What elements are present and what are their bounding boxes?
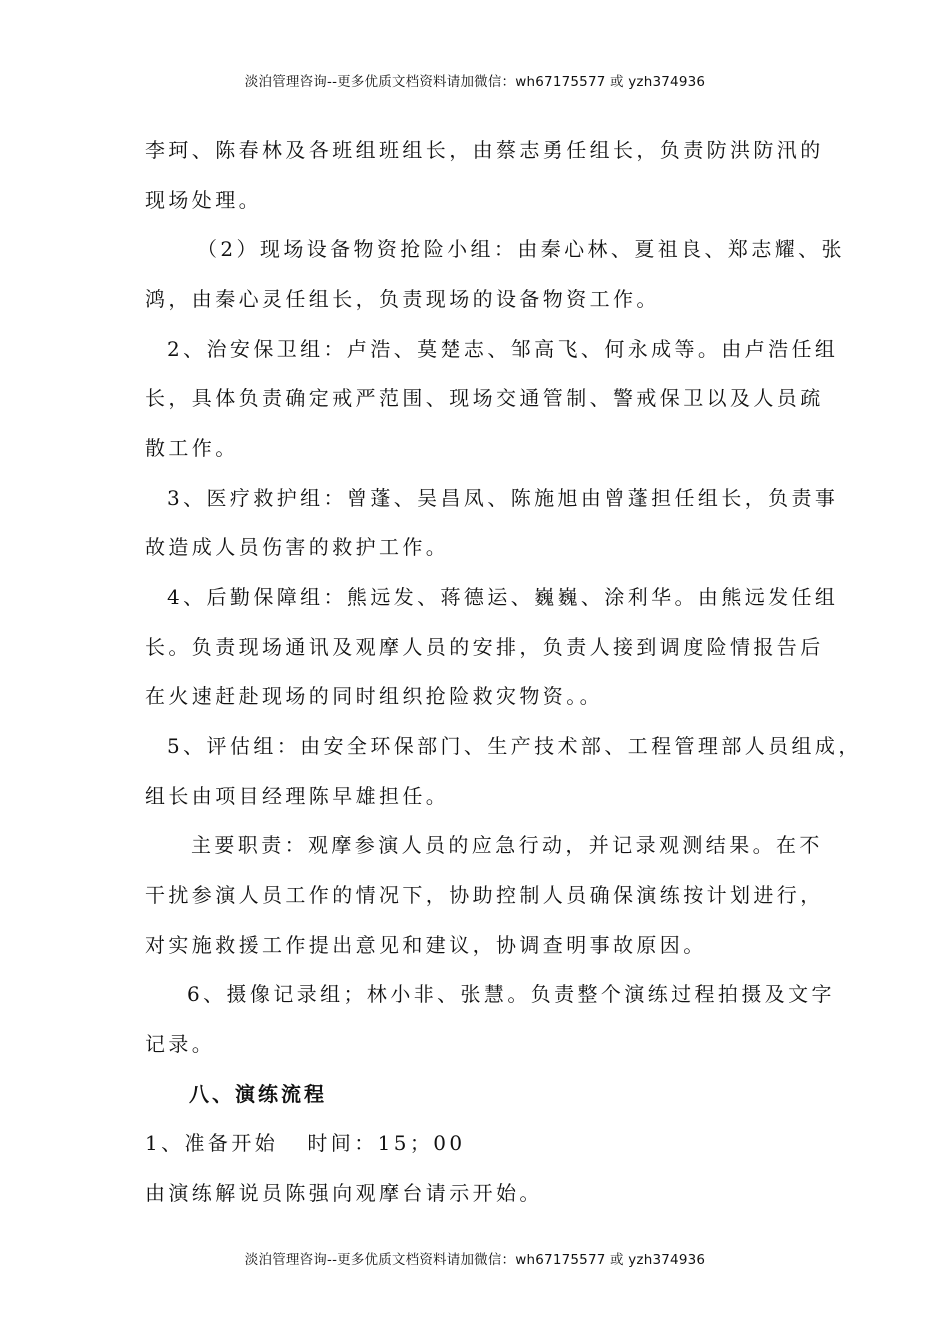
paragraph-line: 故造成人员伤害的救护工作。: [145, 535, 450, 559]
paragraph-line: 长。负责现场通讯及观摩人员的安排，负责人接到调度险情报告后: [145, 635, 824, 659]
paragraph-line: 现场处理。: [145, 188, 262, 212]
paragraph-line: 在火速赶赴现场的同时组织抢险救灾物资。。: [145, 684, 603, 708]
page-header: 淡泊管理咨询--更多优质文档资料请加微信：wh67175577 或 yzh374936: [244, 74, 706, 90]
paragraph-line: 组长由项目经理陈早雄担任。: [145, 784, 450, 808]
paragraph-line: 散工作。: [145, 436, 239, 460]
paragraph-line: （2）现场设备物资抢险小组：由秦心林、夏祖良、郑志耀、张: [197, 237, 845, 261]
paragraph-line: 主要职责：观摩参演人员的应急行动，并记录观测结果。在不: [191, 833, 823, 857]
paragraph-line: 对实施救援工作提出意见和建议，协调查明事故原因。: [145, 933, 707, 957]
paragraph-line: 4、后勤保障组：熊远发、蒋德运、巍巍、涂利华。由熊远发任组: [167, 585, 839, 609]
section-heading: 八、演练流程: [189, 1082, 327, 1106]
paragraph-line: 6、摄像记录组；林小非、张慧。负责整个演练过程拍摄及文字: [187, 982, 835, 1006]
paragraph-line: 由演练解说员陈强向观摩台请示开始。: [145, 1181, 543, 1205]
paragraph-line: 5、评估组：由安全环保部门、生产技术部、工程管理部人员组成，: [167, 734, 862, 758]
paragraph-line: 2、治安保卫组：卢浩、莫楚志、邹高飞、何永成等。由卢浩任组: [167, 337, 839, 361]
page-footer: 淡泊管理咨询--更多优质文档资料请加微信：wh67175577 或 yzh374936: [244, 1252, 706, 1268]
paragraph-line: 干扰参演人员工作的情况下，协助控制人员确保演练按计划进行，: [145, 883, 824, 907]
paragraph-line: 1、准备开始 时间：15；00: [145, 1131, 466, 1155]
paragraph-line: 记录。: [145, 1032, 216, 1056]
paragraph-line: 鸿，由秦心灵任组长，负责现场的设备物资工作。: [145, 287, 660, 311]
paragraph-line: 3、医疗救护组：曾蓬、吴昌凤、陈施旭由曾蓬担任组长，负责事: [167, 486, 839, 510]
paragraph-line: 长，具体负责确定戒严范围、现场交通管制、警戒保卫以及人员疏: [145, 386, 824, 410]
paragraph-line: 李珂、陈春林及各班组班组长，由蔡志勇任组长，负责防洪防汛的: [145, 138, 824, 162]
